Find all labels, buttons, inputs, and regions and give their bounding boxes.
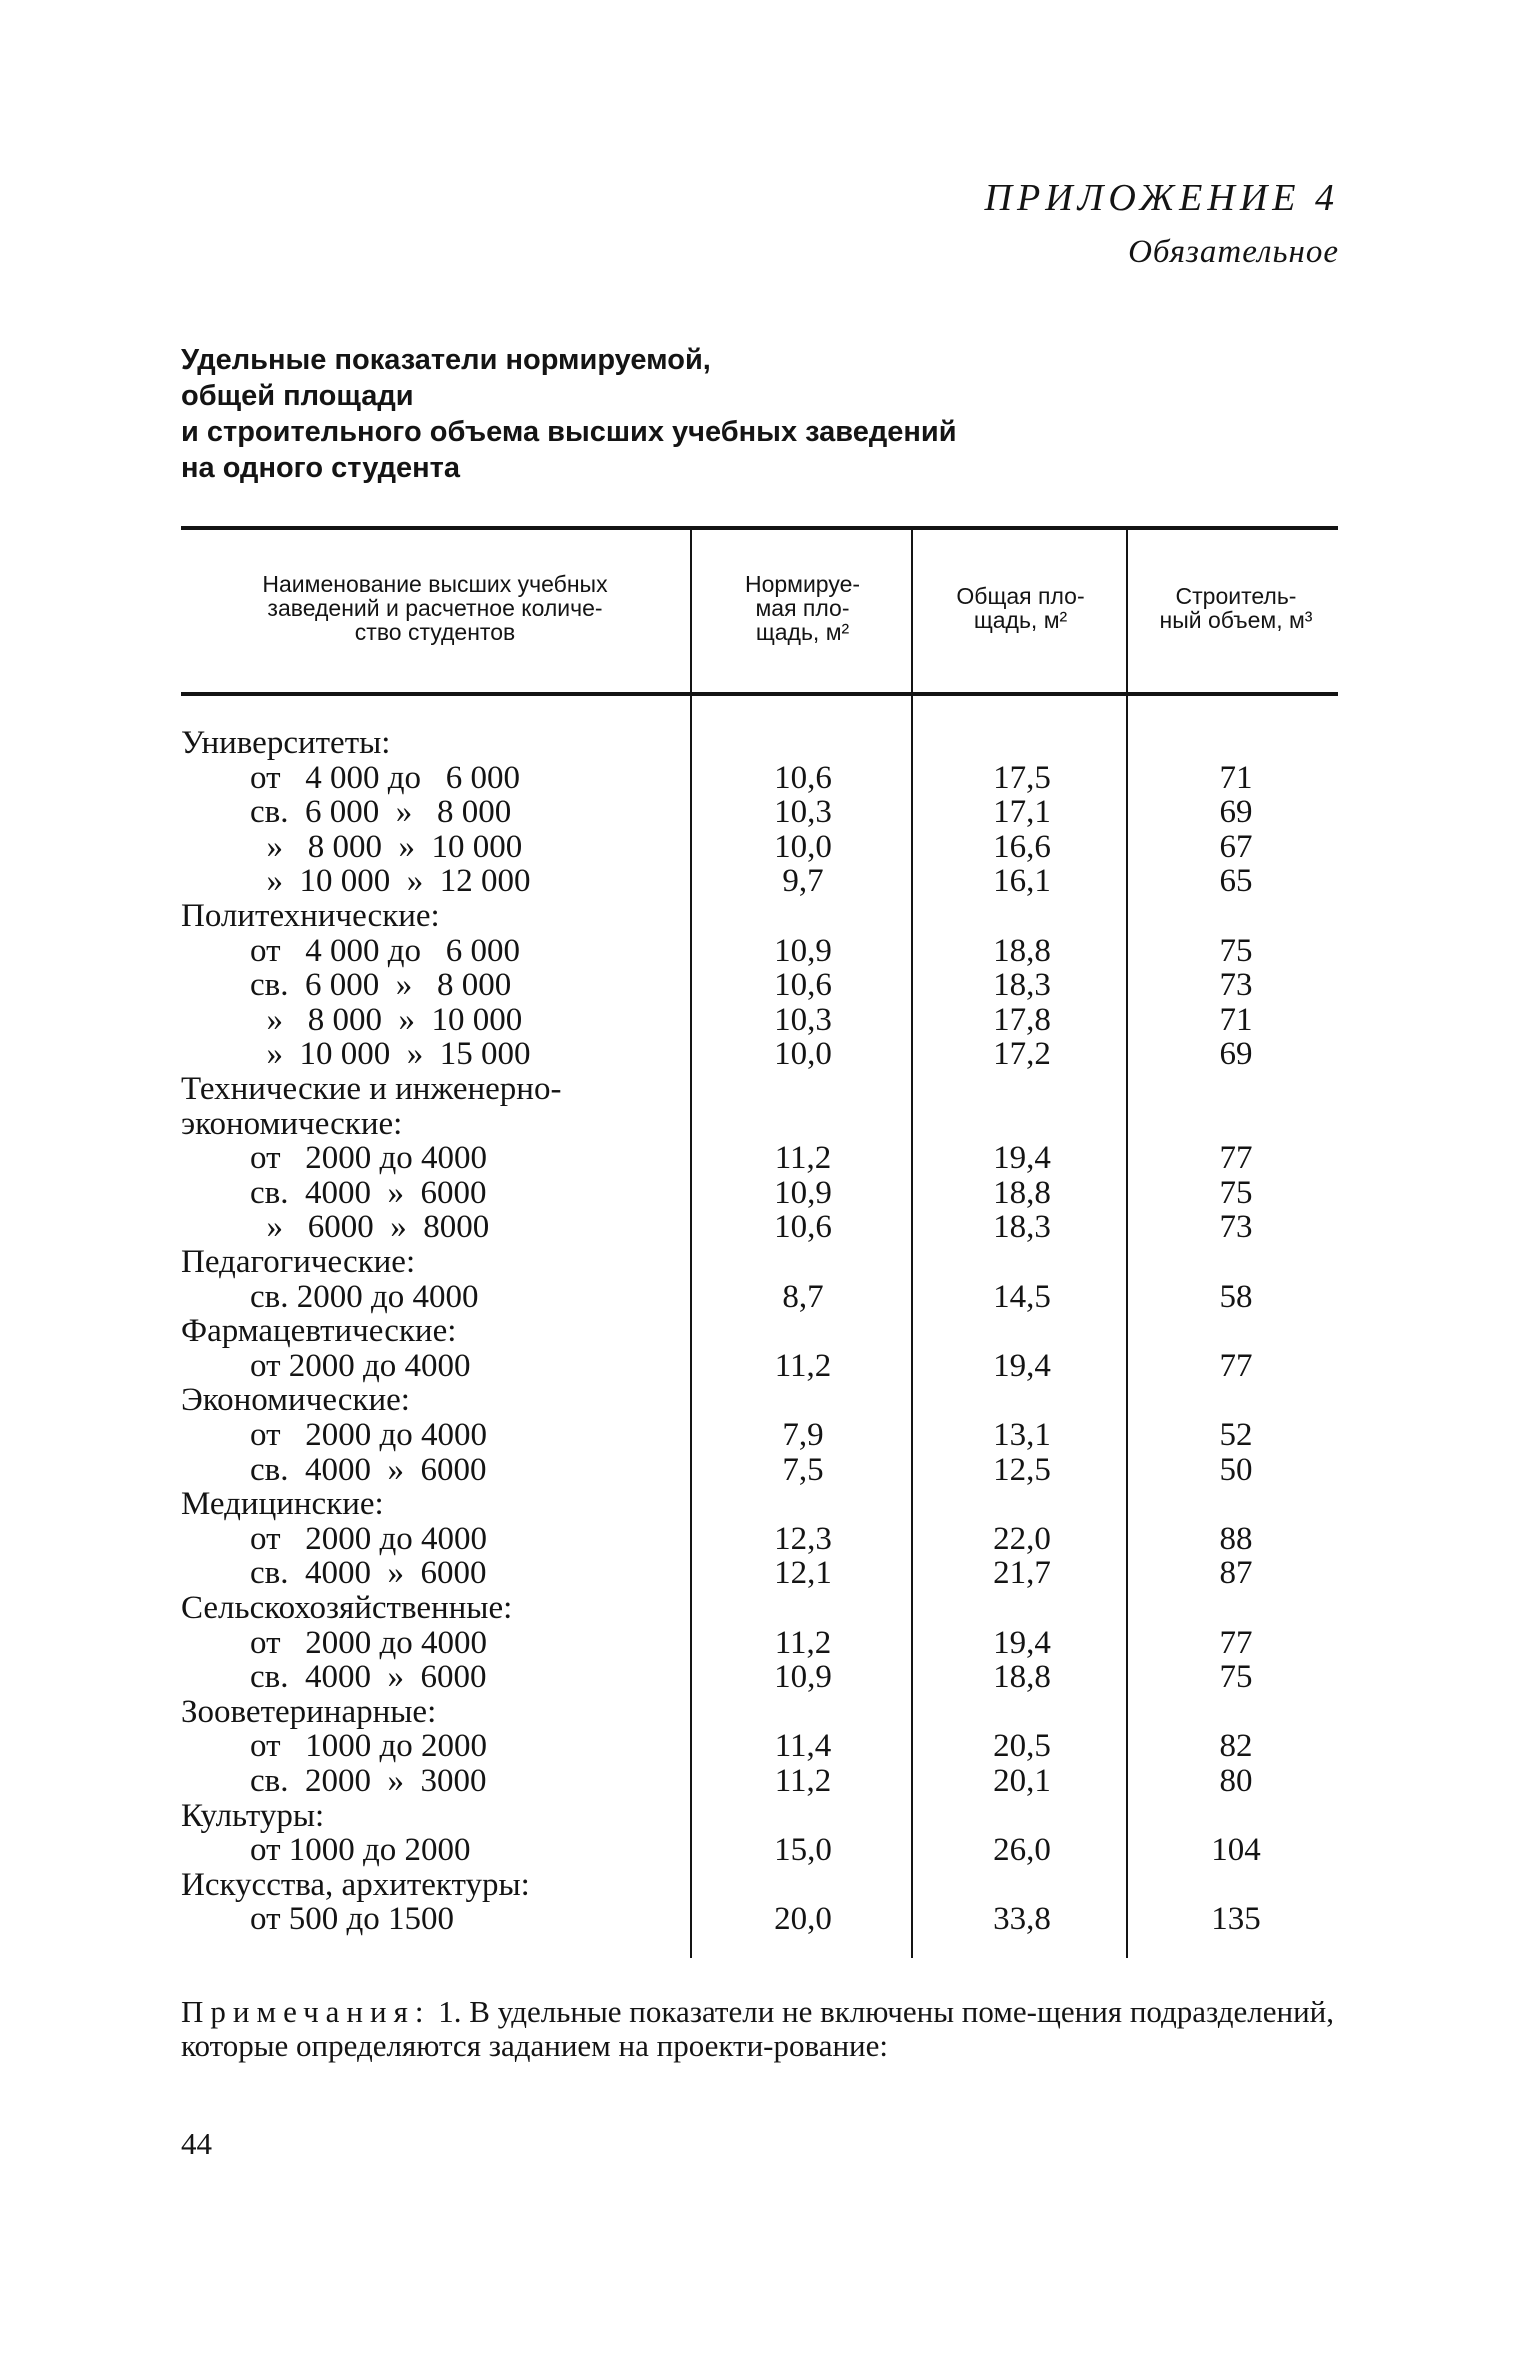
norm-area-cell: 10,9: [774, 1174, 832, 1211]
total-area-cell: 17,5: [993, 759, 1051, 796]
header-norm-area: Нормируе- мая пло- щадь, м²: [744, 571, 861, 645]
category-label: Политехнические:: [181, 898, 440, 934]
category-row: [181, 1072, 1341, 1107]
volume-cell: 82: [1219, 1728, 1253, 1765]
volume-cell: 88: [1219, 1520, 1253, 1557]
norm-area-cell: 9,7: [782, 863, 824, 900]
volume-cell: 69: [1219, 1036, 1253, 1073]
category-row: [181, 1314, 1341, 1349]
total-area-cell: 13,1: [993, 1417, 1051, 1453]
norm-area-cell: 11,2: [774, 1763, 832, 1799]
appendix-heading: ПРИЛОЖЕНИЕ 4: [984, 177, 1339, 219]
table-row: [250, 1902, 1410, 1937]
table-row: [250, 1626, 1410, 1661]
table-row: [250, 1418, 1410, 1453]
range-label: » 10 000 » 12 000: [250, 863, 531, 900]
total-area-cell: 12,5: [993, 1451, 1051, 1488]
category-row: [181, 1591, 1341, 1626]
volume-cell: 65: [1219, 863, 1253, 900]
title-line: и строительного объема высших учебных заведений: [181, 416, 957, 448]
range-label: от 1000 до 2000: [250, 1728, 488, 1765]
table-row: [250, 1833, 1410, 1868]
notes: [181, 1995, 1341, 2063]
notes-label: Примечания:: [181, 1994, 431, 2029]
volume-cell: 71: [1219, 759, 1253, 796]
volume-cell: 75: [1219, 1174, 1253, 1211]
norm-area-cell: 11,2: [774, 1624, 832, 1661]
category-label: Университеты:: [181, 725, 391, 761]
table-row: [250, 1141, 1410, 1176]
volume-cell: 77: [1219, 1624, 1253, 1661]
volume-cell: 135: [1211, 1901, 1261, 1938]
header-name: Наименование высших учебных заведений и расчетное количе- ство студентов: [262, 571, 608, 645]
header-divider: [690, 530, 692, 692]
volume-cell: 75: [1219, 932, 1253, 969]
category-label: Фармацевтические:: [181, 1313, 457, 1350]
range-label: от 4 000 до 6 000: [250, 759, 521, 796]
total-area-cell: 17,2: [993, 1036, 1051, 1073]
volume-cell: 104: [1211, 1832, 1261, 1869]
category-label: Педагогические:: [181, 1244, 416, 1280]
table-row: [250, 1003, 1410, 1038]
category-row: [181, 899, 1341, 934]
table-header-rule: [181, 692, 1338, 696]
table-top-rule: [181, 526, 1338, 530]
range-label: от 2000 до 4000: [250, 1624, 488, 1661]
total-area-cell: 18,8: [993, 932, 1051, 969]
total-area-cell: 20,1: [993, 1763, 1051, 1799]
table-row: [250, 1176, 1410, 1211]
table-row: [250, 1280, 1410, 1315]
table-row: [250, 934, 1410, 969]
category-label: Медицинские:: [181, 1486, 384, 1523]
range-label: св. 2000 до 4000: [250, 1278, 479, 1315]
table-row: [250, 1764, 1410, 1799]
norm-area-cell: 10,0: [774, 1036, 832, 1073]
norm-area-cell: 10,3: [774, 1001, 832, 1038]
table-row: [250, 1729, 1410, 1764]
range-label: св. 6 000 » 8 000: [250, 967, 512, 1004]
norm-area-cell: 10,0: [774, 828, 832, 865]
table-row: [250, 968, 1410, 1003]
range-label: св. 6 000 » 8 000: [250, 794, 512, 831]
table-row: [250, 1522, 1410, 1557]
document-title: [181, 342, 957, 486]
table-row: [250, 1210, 1410, 1245]
total-area-cell: 16,1: [993, 863, 1051, 900]
volume-cell: 73: [1219, 1209, 1253, 1246]
volume-cell: 69: [1219, 794, 1253, 831]
category-label: экономические:: [181, 1105, 403, 1142]
appendix-status: Обязательное: [1128, 234, 1339, 270]
total-area-cell: 21,7: [993, 1555, 1051, 1592]
range-label: от 500 до 1500: [250, 1901, 455, 1938]
volume-cell: 73: [1219, 967, 1253, 1004]
header-total-area: Общая пло- щадь, м²: [956, 583, 1085, 633]
norm-area-cell: 11,2: [774, 1347, 832, 1384]
volume-cell: 77: [1219, 1140, 1253, 1177]
volume-cell: 75: [1219, 1659, 1253, 1696]
norm-area-cell: 10,6: [774, 759, 832, 796]
norm-area-cell: 7,5: [782, 1451, 824, 1488]
total-area-cell: 18,8: [993, 1174, 1051, 1211]
norm-area-cell: 12,3: [774, 1520, 832, 1557]
category-row: [181, 1383, 1341, 1418]
range-label: св. 4000 » 6000: [250, 1174, 487, 1211]
range-label: от 2000 до 4000: [250, 1417, 488, 1453]
range-label: св. 4000 » 6000: [250, 1555, 487, 1592]
total-area-cell: 19,4: [993, 1347, 1051, 1384]
table-row: [250, 1660, 1410, 1695]
title-line: общей площади: [181, 380, 414, 412]
total-area-cell: 18,8: [993, 1659, 1051, 1696]
total-area-cell: 22,0: [993, 1520, 1051, 1557]
volume-cell: 52: [1219, 1417, 1253, 1453]
table-row: [250, 795, 1410, 830]
norm-area-cell: 10,6: [774, 967, 832, 1004]
range-label: » 8 000 » 10 000: [250, 1001, 523, 1038]
total-area-cell: 14,5: [993, 1278, 1051, 1315]
total-area-cell: 17,1: [993, 794, 1051, 831]
page-number: 44: [181, 2126, 212, 2161]
range-label: св. 2000 » 3000: [250, 1763, 487, 1799]
range-label: св. 4000 » 6000: [250, 1451, 487, 1488]
total-area-cell: 17,8: [993, 1001, 1051, 1038]
range-label: от 4 000 до 6 000: [250, 932, 521, 969]
table-row: [250, 761, 1410, 796]
norm-area-cell: 11,4: [774, 1728, 832, 1765]
category-label: Экономические:: [181, 1382, 410, 1419]
volume-cell: 77: [1219, 1347, 1253, 1384]
norm-area-cell: 7,9: [782, 1417, 824, 1453]
norm-area-cell: 10,6: [774, 1209, 832, 1246]
table-row: [250, 830, 1410, 865]
category-label: Сельскохозяйственные:: [181, 1590, 513, 1626]
category-row: [181, 1487, 1341, 1522]
range-label: от 2000 до 4000: [250, 1140, 488, 1177]
header-divider: [1126, 530, 1128, 692]
category-label: Культуры:: [181, 1797, 325, 1834]
notes-text: 1. В удельные показатели не включены поме-щения подразделений, которые определяются заданием на проекти-рование:: [181, 1994, 1335, 2063]
volume-cell: 58: [1219, 1278, 1253, 1315]
norm-area-cell: 8,7: [782, 1278, 824, 1315]
norm-area-cell: 20,0: [774, 1901, 832, 1938]
total-area-cell: 19,4: [993, 1624, 1051, 1661]
norm-area-cell: 10,3: [774, 794, 832, 831]
category-label: Технические и инженерно-: [181, 1071, 562, 1107]
volume-cell: 80: [1219, 1763, 1253, 1799]
range-label: от 2000 до 4000: [250, 1520, 488, 1557]
total-area-cell: 33,8: [993, 1901, 1051, 1938]
volume-cell: 67: [1219, 828, 1253, 865]
header-volume: Строитель- ный объем, м³: [1159, 583, 1313, 633]
category-row: [181, 726, 1341, 761]
category-label: Искусства, архитектуры:: [181, 1866, 530, 1903]
category-label: Зооветеринарные:: [181, 1693, 437, 1730]
table-row: [250, 1037, 1410, 1072]
category-row: [181, 1695, 1341, 1730]
total-area-cell: 26,0: [993, 1832, 1051, 1869]
title-line: на одного студента: [181, 452, 460, 484]
total-area-cell: 19,4: [993, 1140, 1051, 1177]
category-row: [181, 1245, 1341, 1280]
norm-area-cell: 10,9: [774, 932, 832, 969]
title-line: Удельные показатели нормируемой,: [181, 344, 711, 376]
total-area-cell: 18,3: [993, 1209, 1051, 1246]
volume-cell: 87: [1219, 1555, 1253, 1592]
category-row: [181, 1799, 1341, 1834]
range-label: св. 4000 » 6000: [250, 1659, 487, 1696]
range-label: от 1000 до 2000: [250, 1832, 471, 1869]
header-divider: [911, 530, 913, 692]
volume-cell: 50: [1219, 1451, 1253, 1488]
volume-cell: 71: [1219, 1001, 1253, 1038]
norm-area-cell: 12,1: [774, 1555, 832, 1592]
table-row: [250, 864, 1410, 899]
table-row: [250, 1453, 1410, 1488]
total-area-cell: 18,3: [993, 967, 1051, 1004]
norm-area-cell: 10,9: [774, 1659, 832, 1696]
total-area-cell: 20,5: [993, 1728, 1051, 1765]
range-label: » 6000 » 8000: [250, 1209, 490, 1246]
category-row: [181, 1868, 1341, 1903]
range-label: » 8 000 » 10 000: [250, 828, 523, 865]
total-area-cell: 16,6: [993, 828, 1051, 865]
table-row: [250, 1556, 1410, 1591]
table-row: [250, 1349, 1410, 1384]
norm-area-cell: 15,0: [774, 1832, 832, 1869]
range-label: » 10 000 » 15 000: [250, 1036, 531, 1073]
range-label: от 2000 до 4000: [250, 1347, 471, 1384]
norm-area-cell: 11,2: [774, 1140, 832, 1177]
category-row: [181, 1107, 1341, 1142]
